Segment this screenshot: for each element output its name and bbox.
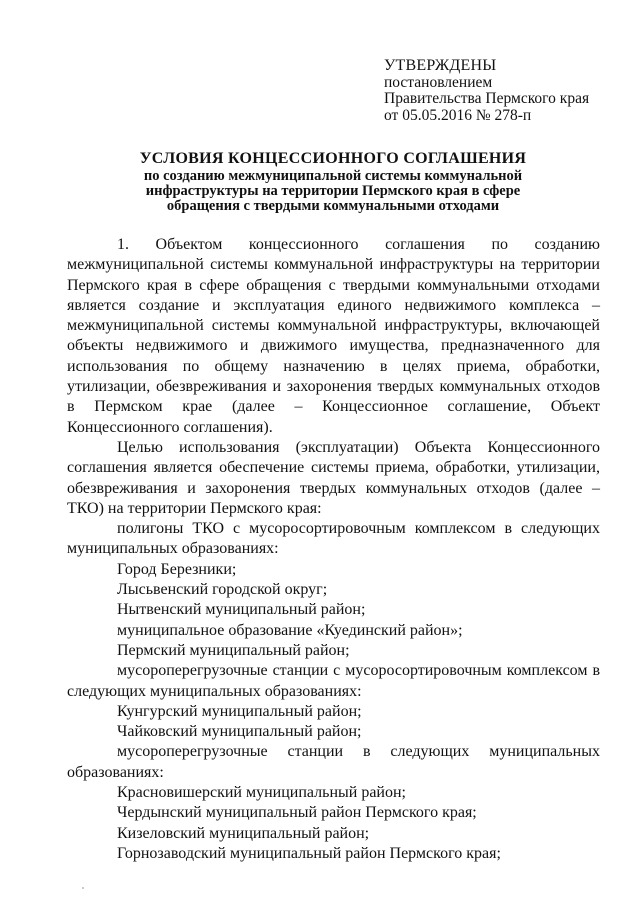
approval-heading: УТВЕРЖДЕНЫ [384, 57, 497, 74]
list-item: муниципальное образование «Куединский район»; [117, 621, 463, 639]
list-item: Пермский муниципальный район; [117, 641, 350, 659]
title-subtitle: обращения с твердыми коммунальными отходами [166, 198, 500, 214]
list-item: Кизеловский муниципальный район; [117, 824, 370, 842]
list-item: Лысьвенский городской округ; [117, 581, 328, 599]
document-body [67, 235, 600, 864]
list-item: Кунгурский муниципальный район; [117, 702, 362, 720]
list-item: Чайковский муниципальный район; [117, 723, 362, 741]
list-item: Нытвенский муниципальный район; [117, 601, 366, 619]
paragraph-object: 1. Объектом концессионного соглашения по созданию межмуниципальной системы коммунальной инфраструктуры на территории Пермского края в сфере обращения с твердыми коммунальными отходами является создание и эксплуатация единого недвижимого комплекса – межмуниципальной системы коммунальной инфраструктуры, включающей объекты недвижимого и движимого имущества, предназначенного для использования по общему назначению в целях приема, обработки, утилизации, обезвреживания и захоронения твердых коммунальных отходов в Пермском крае (далее – Концессионное соглашение, Объект Концессионного соглашения). [67, 236, 600, 436]
list-item: Город Березники; [117, 560, 237, 578]
scan-speck [82, 887, 84, 889]
approval-line: Правительства Пермского края [384, 90, 590, 107]
paragraph-transfer: мусороперегрузочные станции в следующих муниципальных образованиях: [67, 743, 600, 781]
document-title [66, 149, 600, 214]
approval-line: постановлением [384, 73, 493, 91]
title-subtitle: по созданию межмуниципальной системы коммунальной [143, 168, 523, 184]
list-item: Красновишерский муниципальный район; [117, 784, 406, 802]
paragraph-transfer-sorting: мусороперегрузочные станции с мусоросортировочным комплексом в следующих муниципальных образованиях: [67, 662, 600, 700]
approval-stamp [384, 58, 589, 124]
list-item: Горнозаводский муниципальный район Пермского края; [117, 844, 501, 862]
title-main: УСЛОВИЯ КОНЦЕССИОННОГО СОГЛАШЕНИЯ [139, 150, 527, 167]
paragraph-landfills: полигоны ТКО с мусоросортировочным комплексом в следующих муниципальных образованиях: [67, 520, 600, 558]
list-item: Чердынский муниципальный район Пермского края; [117, 804, 477, 822]
paragraph-purpose: Целью использования (эксплуатации) Объекта Концессионного соглашения является обеспечение системы приема, обработки, утилизации, обезвреживания и захоронения твердых коммунальных отходов (далее – ТКО) на территории Пермского края: [67, 438, 600, 517]
title-subtitle: инфраструктуры на территории Пермского края в сфере [145, 183, 521, 199]
approval-date-number: от 05.05.2016 № 278-п [384, 106, 532, 124]
